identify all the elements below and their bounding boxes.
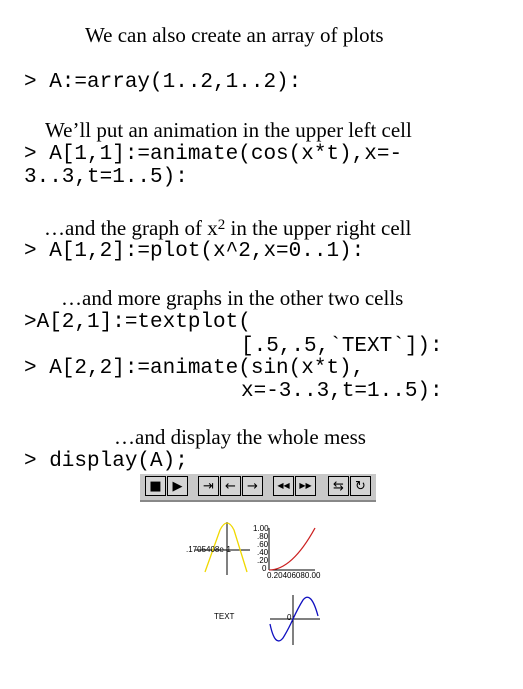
parabola-ytick-1: 1.00 (253, 524, 269, 533)
loop-toggle-button[interactable] (350, 476, 371, 496)
direction-icon: ⇆ (333, 478, 344, 494)
step-back-button[interactable] (220, 476, 241, 496)
command-textplot-line2[interactable]: [.5,.5,`TEXT`]): (241, 335, 443, 358)
parabola-curve (269, 528, 315, 570)
command-plot[interactable]: > A[1,2]:=plot(x^2,x=0..1): (24, 240, 365, 263)
sin-animation-cell (270, 595, 320, 645)
play-button[interactable] (167, 476, 188, 496)
parabola-xticks: 0.20406080.00 (267, 571, 321, 580)
heading-array-of-plots: We can also create an array of plots (85, 23, 384, 47)
step-group (198, 476, 264, 497)
cos-frame-label: .1705408e-1 (186, 545, 231, 554)
loop-icon: ↻ (355, 478, 366, 494)
step-to-end-icon: ⇥ (203, 478, 214, 494)
parabola-ytick-4: .40 (257, 548, 269, 557)
command-array[interactable]: > A:=array(1..2,1..2): (24, 71, 302, 94)
command-display[interactable]: > display(A); (24, 450, 188, 473)
fast-forward-icon: ▶▶ (299, 481, 312, 490)
stop-button[interactable] (145, 476, 166, 496)
fast-forward-button[interactable] (295, 476, 316, 496)
plot-array[interactable] (175, 520, 335, 650)
sin-origin-label: 0 (287, 613, 292, 622)
parabola-ytick-5: .20 (257, 556, 269, 565)
command-textplot-line1[interactable]: >A[2,1]:=textplot( (24, 311, 251, 334)
arrow-right-icon: → (247, 478, 258, 494)
command-animate-cos-line1[interactable]: > A[1,1]:=animate(cos(x*t),x=- (24, 143, 403, 166)
heading-graph-x2 (44, 216, 411, 240)
speed-group (273, 476, 317, 497)
command-animate-sin-line1[interactable]: > A[2,2]:=animate(sin(x*t), (24, 357, 365, 380)
arrow-left-icon: ← (225, 478, 236, 494)
heading-graph-text: …and the graph of x (44, 216, 218, 240)
heading-graph-rest: in the upper right cell (225, 216, 412, 240)
parabola-ytick-2: .80 (257, 532, 269, 541)
stop-icon: ■ (149, 478, 162, 494)
playback-group (145, 476, 189, 497)
rewind-icon: ◀◀ (277, 481, 290, 490)
textplot-text: TEXT (214, 612, 235, 621)
step-to-end-button[interactable] (198, 476, 219, 496)
rewind-button[interactable] (273, 476, 294, 496)
direction-toggle-button[interactable] (328, 476, 349, 496)
parabola-ytick-3: .60 (257, 540, 269, 549)
heading-display: …and display the whole mess (114, 425, 366, 449)
exponent: 2 (217, 217, 226, 233)
parabola-cell (269, 528, 315, 570)
animation-toolbar (140, 474, 376, 502)
heading-more-graphs: …and more graphs in the other two cells (61, 286, 404, 310)
mode-group (328, 476, 372, 497)
heading-animation: We’ll put an animation in the upper left cell (45, 118, 412, 142)
parabola-ytick-6: 0 (262, 564, 267, 573)
command-animate-sin-line2[interactable]: x=-3..3,t=1..5): (241, 380, 443, 403)
play-icon: ▶ (172, 478, 183, 494)
command-animate-cos-line2[interactable]: 3..3,t=1..5): (24, 166, 188, 189)
step-forward-button[interactable] (242, 476, 263, 496)
